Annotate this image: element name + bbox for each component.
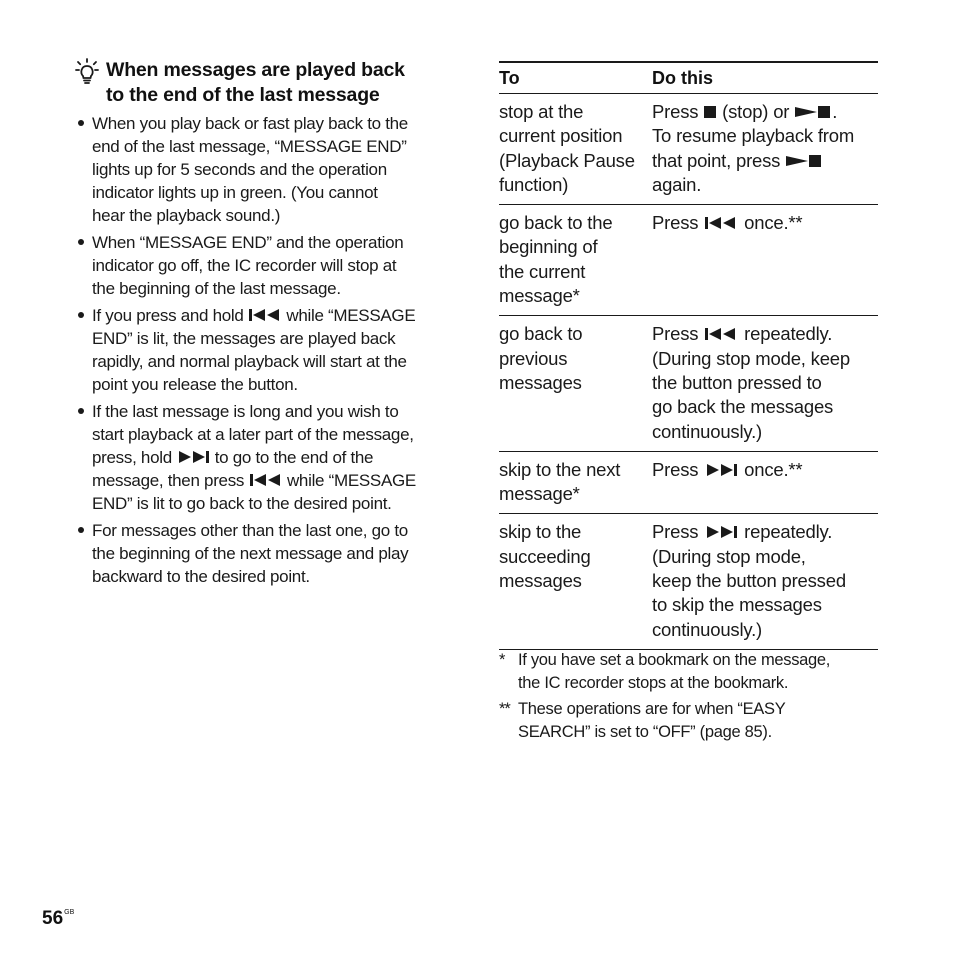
cell-line: [652, 100, 878, 124]
table-header: [499, 63, 878, 94]
cell-line: [652, 458, 878, 482]
footnote-mark: **: [499, 700, 510, 718]
cell-line: to skip the messages: [652, 594, 822, 616]
header-to: To: [499, 68, 520, 88]
table-row: [499, 94, 878, 205]
stop-icon: [703, 105, 717, 119]
bullet-dot: [78, 408, 84, 414]
skip-next-icon: [176, 450, 210, 464]
skip-previous-icon: [703, 327, 739, 341]
footnote: [499, 649, 879, 695]
page-number-value: 56: [42, 908, 64, 929]
cell-line: continuously.): [652, 618, 762, 640]
cell-line: function): [499, 173, 569, 195]
cell-line: stop at the: [499, 101, 584, 122]
bullet-line: hear the playback sound.): [92, 206, 281, 225]
skip-next-icon: [703, 525, 739, 539]
cell-line: [652, 149, 878, 173]
table-row: [499, 316, 878, 451]
heading-line-2: to the end of the last message: [106, 84, 380, 106]
table-row: [499, 205, 878, 316]
header-do-this: Do this: [652, 68, 713, 88]
bullet-line: [92, 304, 455, 327]
bullet-item: [75, 304, 455, 396]
cell-line: the button pressed to: [652, 371, 822, 393]
bullet-line: the beginning of the last message.: [92, 279, 341, 298]
bullet-line: backward to the desired point.: [92, 567, 310, 586]
footnote-line: These operations are for when “EASY: [518, 700, 786, 718]
footnote-line: SEARCH” is set to “OFF” (page 85).: [518, 723, 772, 741]
bullet-line: [92, 469, 455, 492]
bullet-line: lights up for 5 seconds and the operation: [92, 160, 387, 179]
bullet-item: [75, 231, 455, 300]
bullet-line: rapidly, and normal playback will start at the: [92, 352, 407, 371]
bullet-line: point you release the button.: [92, 375, 298, 394]
cell-line: continuously.): [652, 420, 762, 442]
bullet-text: while “MESSAGE: [281, 306, 416, 325]
play-stop-icon: [785, 154, 823, 168]
cell-do: [652, 322, 878, 443]
bullet-text: press, hold: [92, 448, 177, 467]
bullet-dot: [78, 527, 84, 533]
bullet-dot: [78, 312, 84, 318]
cell-line: go back to: [499, 323, 583, 345]
cell-line: go back to the: [499, 212, 613, 234]
cell-line: (During stop mode, keep: [652, 347, 850, 369]
cell-line: [652, 520, 878, 544]
bullet-dot: [78, 239, 84, 245]
page-region: GB: [64, 909, 75, 916]
cell-text: (stop) or: [717, 101, 795, 122]
cell-line: (Playback Pause: [499, 149, 635, 171]
bullet-text: message, then press: [92, 471, 249, 490]
bullet-line: When “MESSAGE END” and the operation: [92, 233, 404, 252]
bullet-line: For messages other than the last one, go to: [92, 521, 408, 540]
table-row: [499, 514, 878, 649]
cell-line: [652, 322, 878, 346]
bullet-item: [75, 400, 455, 515]
cell-text: repeatedly.: [739, 521, 833, 543]
cell-line: previous: [499, 347, 568, 369]
heading-line-1: When messages are played back: [106, 59, 405, 81]
cell-to: [499, 458, 652, 507]
cell-text: Press: [652, 521, 704, 543]
bullet-list: [75, 112, 455, 592]
footnote: [499, 698, 879, 744]
cell-line: message*: [499, 285, 580, 307]
bullet-line: END” is lit, the messages are played back: [92, 329, 396, 348]
cell-text: Press: [652, 212, 704, 234]
cell-text: repeatedly.: [739, 323, 833, 345]
bullet-line: end of the last message, “MESSAGE END”: [92, 137, 407, 156]
bullet-text: If you press and hold: [92, 306, 248, 325]
bullet-line: When you play back or fast play back to the: [92, 114, 408, 133]
cell-to: [499, 322, 652, 443]
bullet-item: [75, 112, 455, 227]
skip-previous-icon: [249, 473, 283, 487]
cell-line: the current: [499, 260, 586, 282]
footnote-line: the IC recorder stops at the bookmark.: [518, 674, 789, 692]
cell-line: message*: [499, 483, 580, 505]
cell-do: [652, 100, 878, 197]
cell-text: Press: [652, 101, 704, 122]
cell-line: go back the messages: [652, 396, 834, 418]
bullet-dot: [78, 120, 84, 126]
cell-line: keep the button pressed: [652, 570, 846, 592]
cell-line: current position: [499, 125, 623, 147]
bullet-line: If the last message is long and you wish to: [92, 402, 399, 421]
cell-text: that point, press: [652, 149, 786, 171]
bullet-item: [75, 519, 455, 588]
cell-line: again.: [652, 173, 702, 195]
cell-do: [652, 211, 878, 308]
cell-to: [499, 520, 652, 641]
cell-line: succeeding: [499, 545, 591, 567]
bullet-line: the beginning of the next message and play: [92, 544, 409, 563]
section-heading: [106, 58, 456, 108]
cell-do: [652, 458, 878, 507]
cell-line: skip to the next: [499, 458, 621, 480]
bullet-line: start playback at a later part of the message,: [92, 425, 414, 444]
bullet-line: [92, 446, 455, 469]
footnote-mark: *: [499, 651, 506, 669]
bullet-line: indicator go off, the IC recorder will stop at: [92, 256, 397, 275]
cell-to: [499, 211, 652, 308]
cell-text: Press: [652, 458, 704, 480]
skip-previous-icon: [248, 308, 282, 322]
lightbulb-hint-icon: [75, 58, 99, 84]
footnote-text: [518, 649, 879, 695]
bullet-text: to go to the end of the: [210, 448, 374, 467]
cell-text: .: [832, 101, 838, 122]
cell-line: beginning of: [499, 236, 598, 258]
cell-text: Press: [652, 323, 704, 345]
table-row: [499, 452, 878, 515]
footnote-line: If you have set a bookmark on the message,: [518, 651, 831, 669]
bullet-text: while “MESSAGE: [282, 471, 416, 490]
cell-do: [652, 520, 878, 641]
footnotes: [499, 649, 879, 747]
cell-line: messages: [499, 371, 582, 393]
cell-line: (During stop mode,: [652, 545, 806, 567]
cell-line: skip to the: [499, 521, 582, 543]
play-stop-icon: [794, 105, 832, 119]
bullet-line: indicator lights up in green. (You cannot: [92, 183, 378, 202]
cell-text: once.**: [739, 212, 803, 234]
skip-next-icon: [703, 463, 739, 477]
cell-to: [499, 100, 652, 197]
operations-table: [499, 61, 878, 650]
page-number: [42, 908, 74, 930]
cell-text: once.**: [739, 458, 803, 480]
cell-line: messages: [499, 570, 582, 592]
skip-previous-icon: [703, 216, 739, 230]
bullet-line: END” is lit to go back to the desired point.: [92, 494, 392, 513]
cell-line: [652, 211, 878, 235]
footnote-text: [518, 698, 879, 744]
cell-line: To resume playback from: [652, 125, 855, 147]
